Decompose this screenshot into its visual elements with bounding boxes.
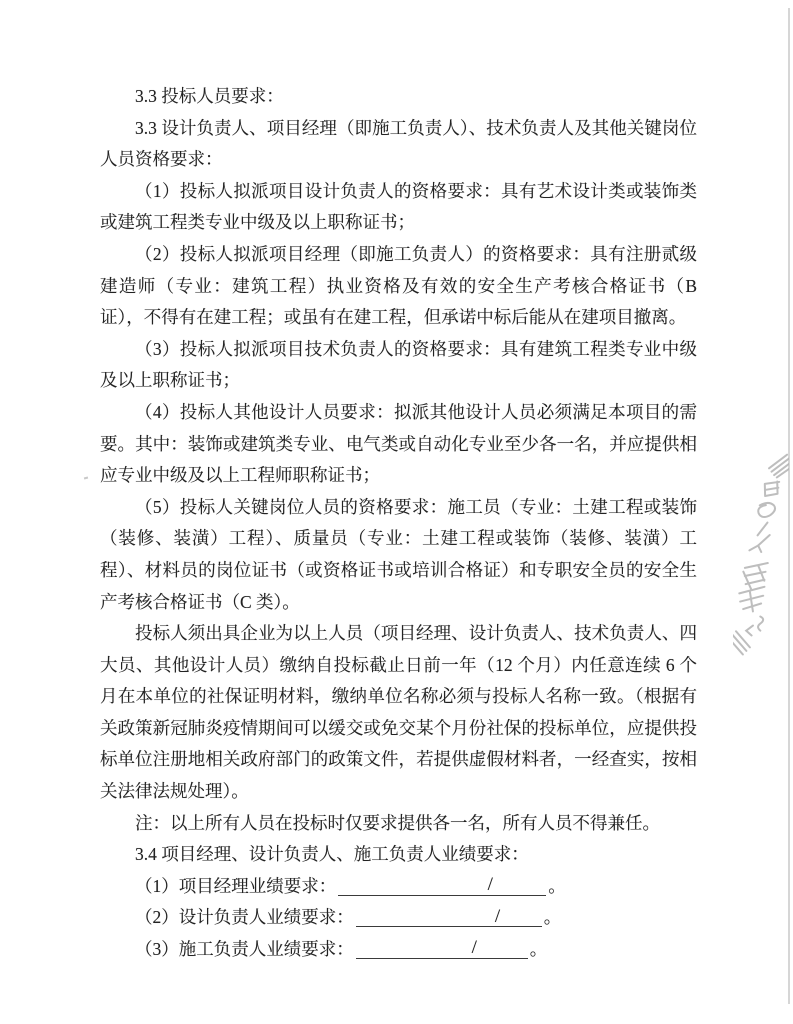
fill-in-blank (356, 938, 528, 959)
slash-mark: / (494, 905, 501, 927)
fill-in-blank (338, 875, 546, 896)
section-3-3-title: 3.3 投标人员要求： (135, 86, 284, 106)
para-project-manager-requirement: （2）投标人拟派项目经理（即施工负责人）的资格要求：具有注册贰级建造师（专业：建筑工程）执业资格及有效的安全生产考核合格证书（B 证），不得有在建工程；或虽有在建工程，但承诺中标后能从在建项目撤离。 (100, 243, 697, 328)
para-social-security-requirement: 投标人须出具企业为以上人员（项目经理、设计负责人、技术负责人、四大员、其他设计人员）缴纳自投标截止日前一年（12 个月）内任意连续 6 个月在本单位的社保证明材料，缴纳单位名称必须与投标人名称一致。（根据有关政策新冠肺炎疫情期间可以缓交或免交某个月份社保的投标单位，应提供投标单位注册地相关政府部门的政策文件，若提供虚假材料者，一经查实，按相关法律法规处理）。 (100, 623, 697, 802)
scan-noise-speck (84, 477, 88, 480)
performance-label: （3）施工负责人业绩要求： (135, 939, 354, 960)
para-technical-lead-requirement: （3）投标人拟派项目技术负责人的资格要求：具有建筑工程类专业中级及以上职称证书； (100, 338, 697, 391)
period: 。 (548, 875, 566, 896)
para-key-personnel-qualification-heading: 3.3 设计负责人、项目经理（即施工负责人）、技术负责人及其他关键岗位人员资格要求： (100, 117, 697, 170)
para-design-lead-requirement: （1）投标人拟派项目设计负责人的资格要求：具有艺术设计类或装饰类或建筑工程类专业中级及以上职称证书； (100, 180, 697, 233)
period: 。 (529, 939, 548, 960)
performance-label: （1）项目经理业绩要求： (135, 875, 337, 896)
fill-in-blank (356, 906, 542, 927)
performance-label: （2）设计负责人业绩要求： (135, 907, 354, 928)
performance-row-design-lead (100, 902, 697, 934)
slash-mark: / (487, 874, 493, 896)
document-body (100, 81, 697, 966)
slash-mark: / (471, 937, 477, 959)
para-key-post-personnel-requirement: （5）投标人关键岗位人员的资格要求：施工员（专业：土建工程或装饰（装修、装潢）工程）、质量员（专业：土建工程或装饰（装修、装潢）工程）、材料员的岗位证书（或资格证书或培训合格证）和专职安全员的安全生产考核合格证书（C 类）。 (100, 496, 697, 612)
period: 。 (543, 907, 562, 928)
handwritten-margin-mark (733, 448, 789, 660)
para-other-designers-requirement: （4）投标人其他设计人员要求：拟派其他设计人员必须满足本项目的需要。其中：装饰或建筑类专业、电气类或自动化专业至少各一名，并应提供相应专业中级及以上工程师职称证书； (100, 401, 697, 486)
section-3-4-title: 3.4 项目经理、设计负责人、施工负责人业绩要求： (135, 844, 529, 865)
performance-row-project-manager (100, 871, 697, 903)
para-note: 注：以上所有人员在投标时仅要求提供各一名，所有人员不得兼任。 (135, 812, 660, 833)
performance-row-construction-lead (100, 934, 697, 966)
